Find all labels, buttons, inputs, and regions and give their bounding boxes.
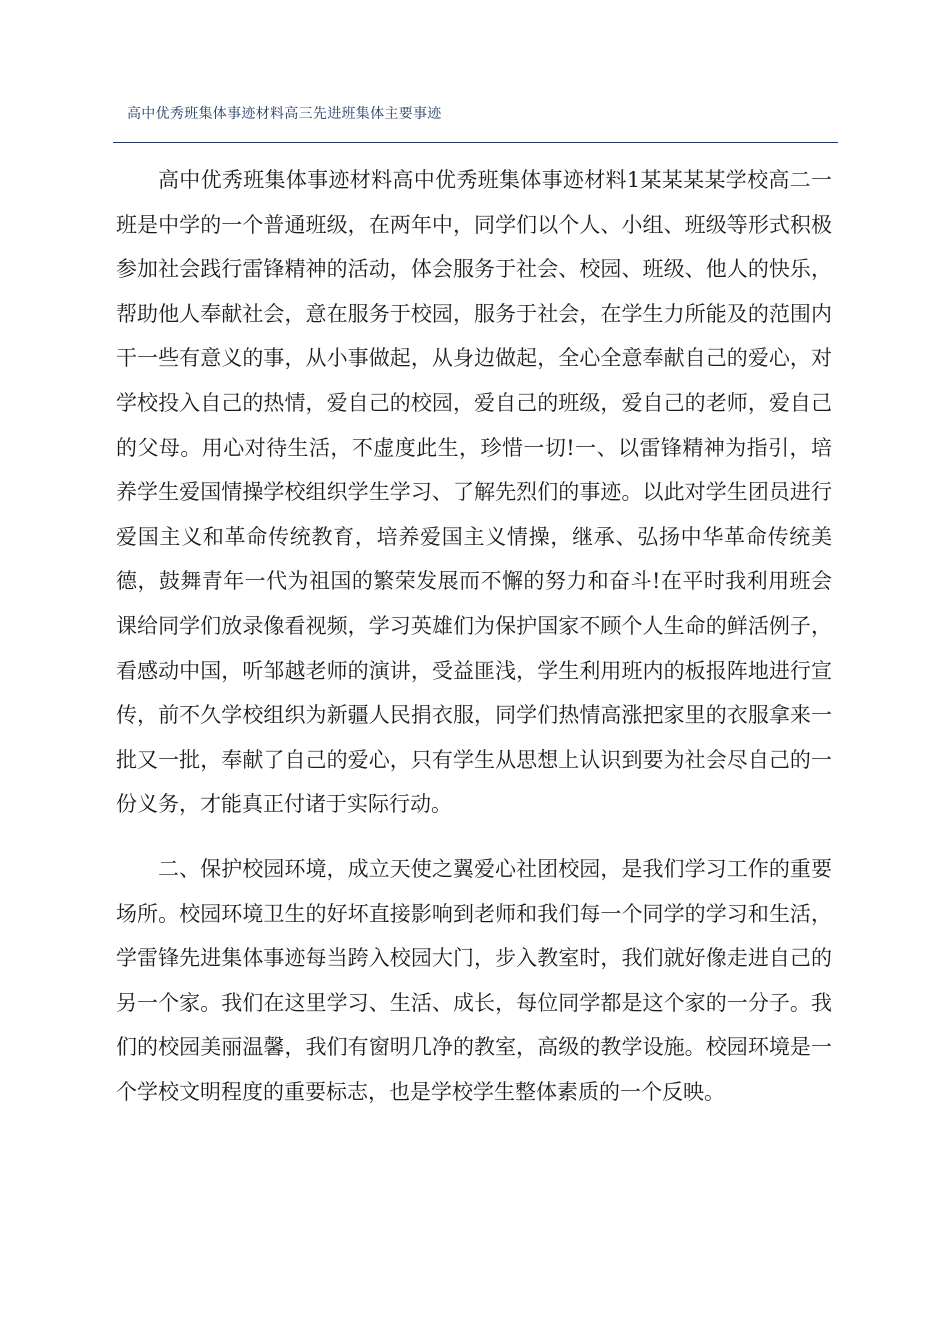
paragraph-2: 二、保护校园环境，成立天使之翼爱心社团校园，是我们学习工作的重要场所。校园环境卫生的好坏直接影响到老师和我们每一个同学的学习和生活，学雷锋先进集体事迹每当跨入校园大门，步入教室时，我们就好像走进自己的另一个家。我们在这里学习、生活、成长，每位同学都是这个家的一分子。我们的校园美丽温馨，我们有窗明几净的教室，高级的教学设施。校园环境是一个学校文明程度的重要标志，也是学校学生整体素质的一个反映。 — [116, 856, 832, 1104]
paragraph-1: 高中优秀班集体事迹材料高中优秀班集体事迹材料1某某某某学校高二一班是中学的一个普通班级，在两年中，同学们以个人、小组、班级等形式积极参加社会践行雷锋精神的活动，体会服务于社会、校园、班级、他人的快乐，帮助他人奉献社会，意在服务于校园，服务于社会，在学生力所能及的范围内干一些有意义的事，从小事做起，从身边做起，全心全意奉献自己的爱心，对学校投入自己的热情，爱自己的校园，爱自己的班级，爱自己的老师，爱自己的父母。用心对待生活，不虚度此生，珍惜一切!一、以雷锋精神为指引，培养学生爱国情操学校组织学生学习、了解先烈们的事迹。以此对学生团员进行爱国主义和革命传统教育，培养爱国主义情操，继承、弘扬中华革命传统美德，鼓舞青年一代为祖国的繁荣发展而不懈的努力和奋斗!在平时我利用班会课给同学们放录像看视频，学习英雄们为保护国家不顾个人生命的鲜活例子，看感动中国，听邹越老师的演讲，受益匪浅，学生利用班内的板报阵地进行宣传，前不久学校组织为新疆人民捐衣服，同学们热情高涨把家里的衣服拿来一批又一批，奉献了自己的爱心，只有学生从思想上认识到要为社会尽自己的一份义务，才能真正付诸于实际行动。 — [116, 168, 832, 817]
document-body — [116, 158, 832, 1114]
running-header: 高中优秀班集体事迹材料高三先进班集体主要事迹 — [127, 106, 442, 122]
header-divider — [113, 142, 838, 143]
